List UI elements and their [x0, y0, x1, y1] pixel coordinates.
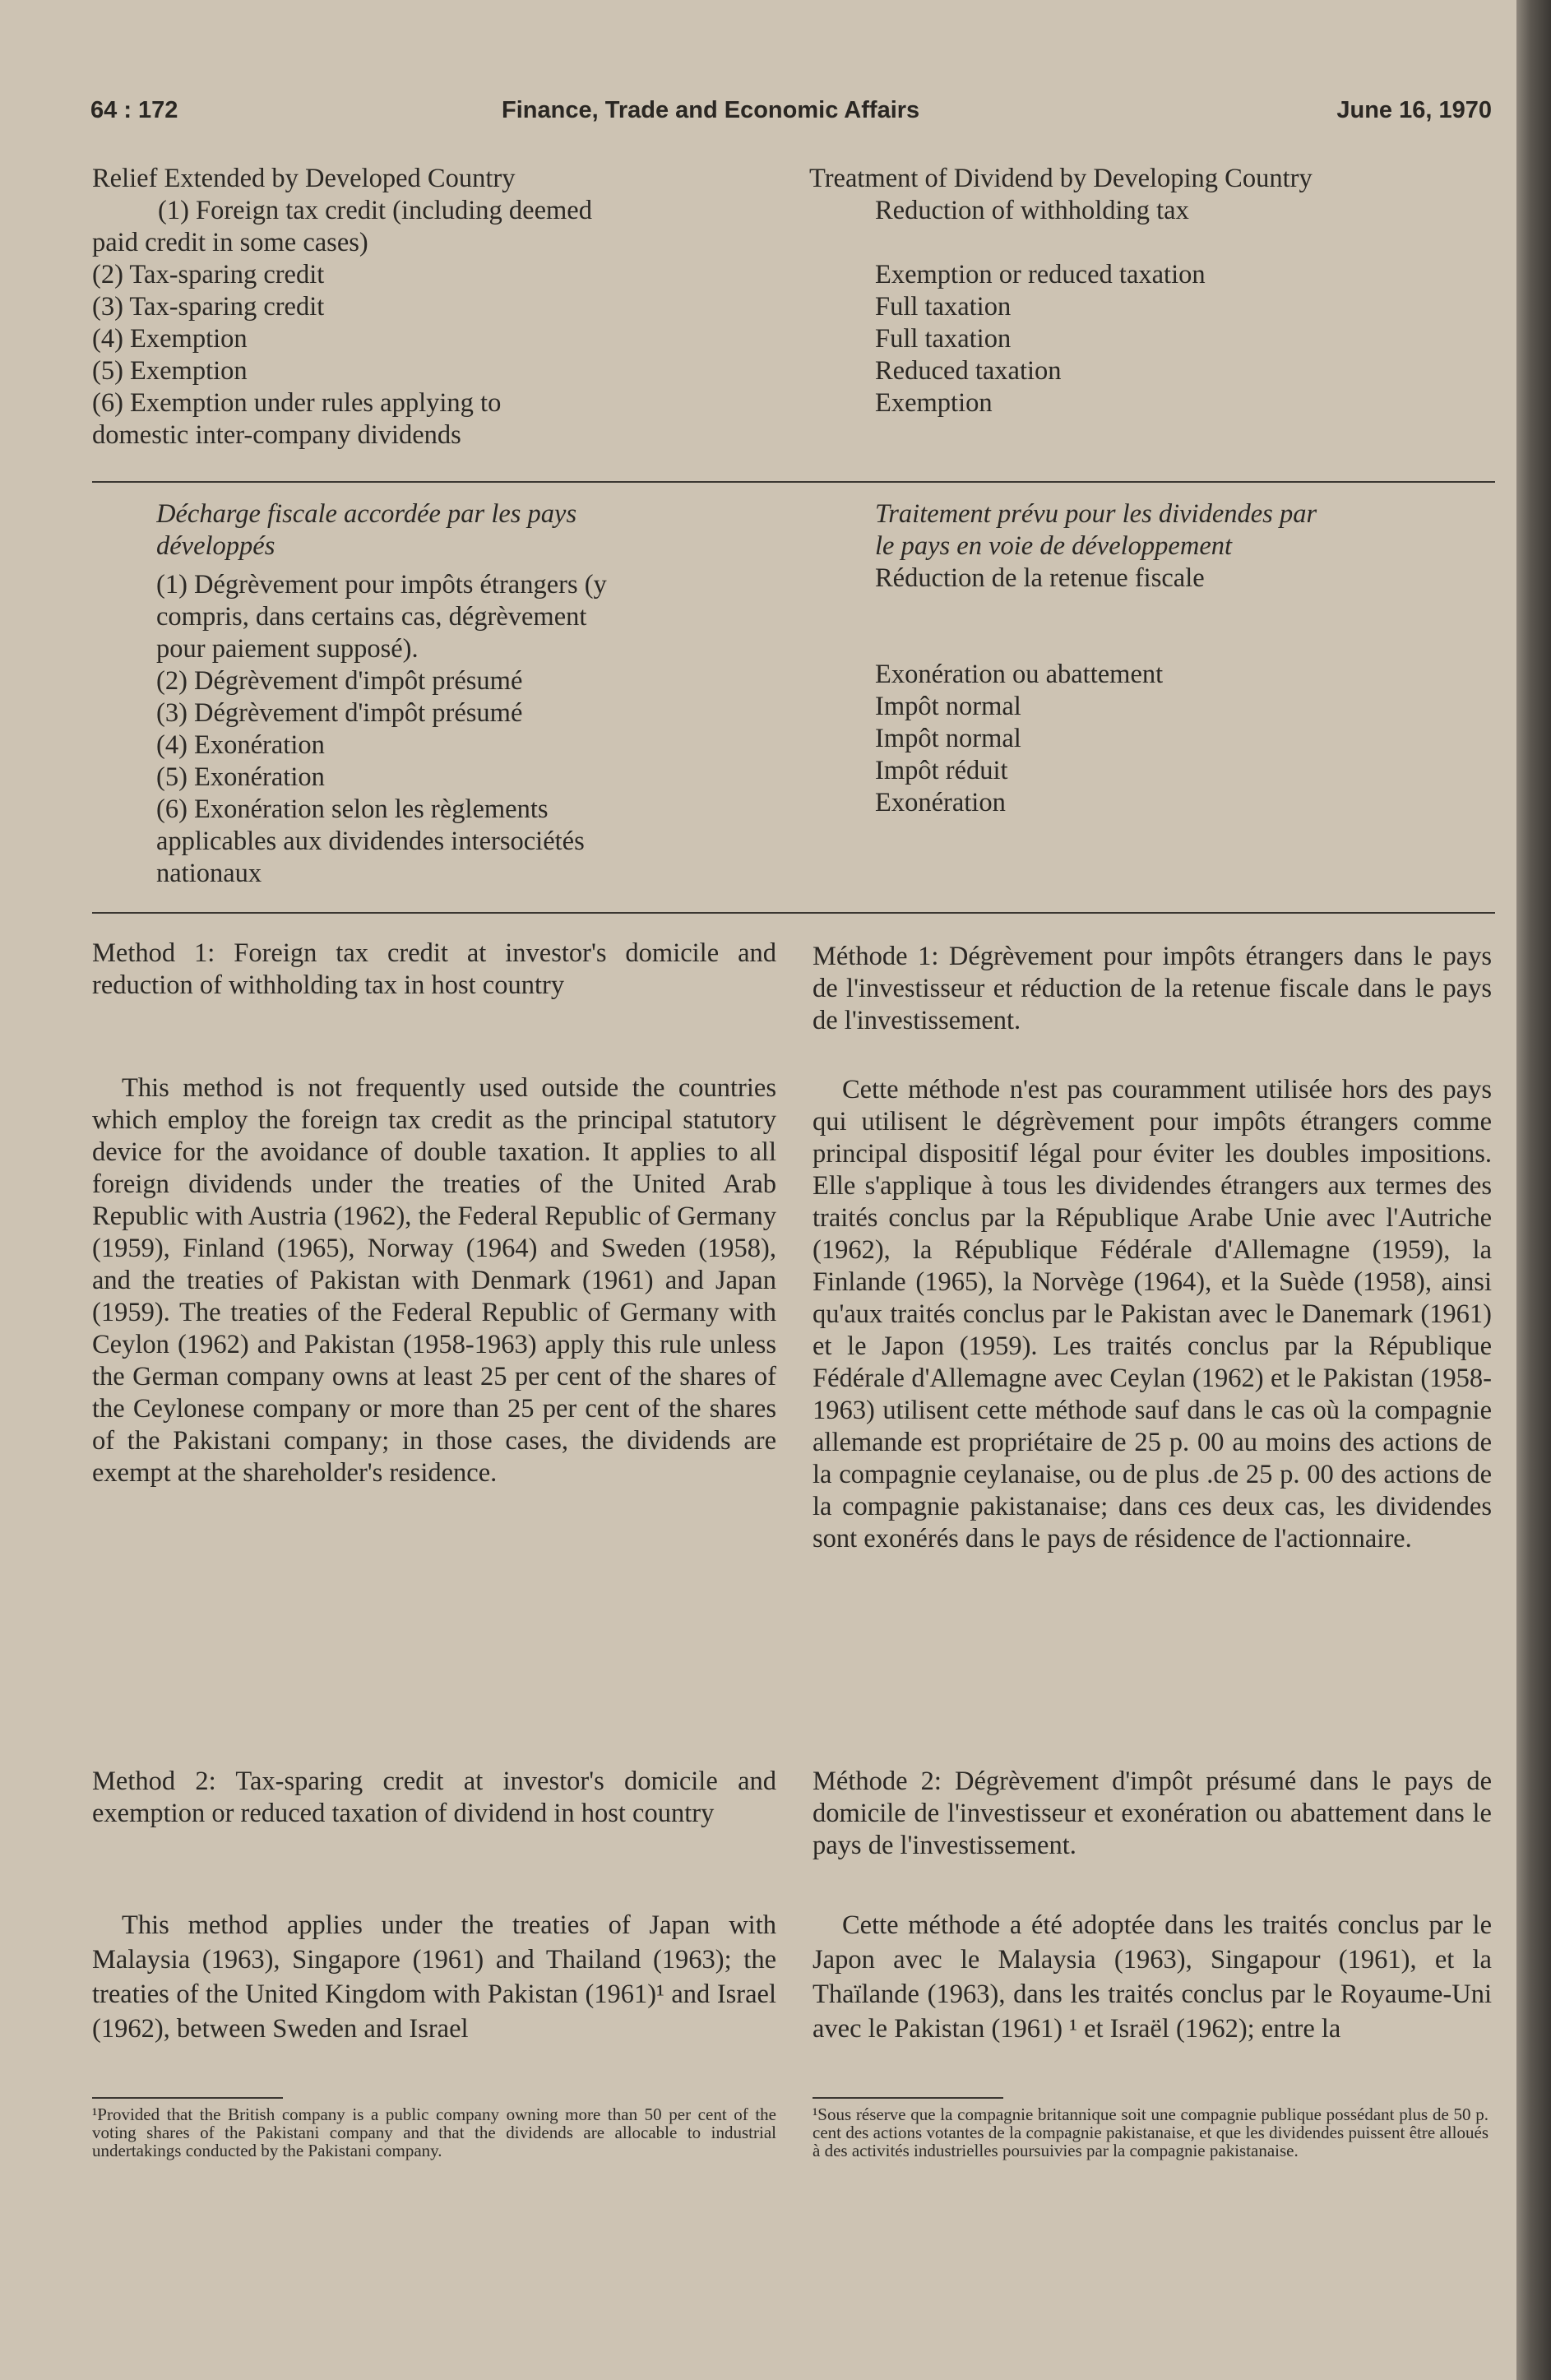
running-header [90, 90, 1492, 128]
footnote-fr: ¹Sous réserve que la compagnie britannique soit une compagnie publique possédant plus de 50 p. cent des actions votantes de la compagnie pakistanaise, et que les dividendes puissent être alloués à des activités industrielles poursuivies par la compagnie pakistanaise. [813, 2104, 1488, 2160]
table-en-right-item: Full taxation [875, 324, 1012, 354]
footnote-rule-en [92, 2097, 283, 2099]
table-en-right [809, 163, 1492, 419]
method1-en-heading: Method 1: Foreign tax credit at investor's domicile and reduction of withholding tax in host country [92, 938, 776, 1000]
table-fr-right-heading: le pays en voie de développement [875, 531, 1233, 561]
table-fr-left-item: compris, dans certains cas, dégrèvement [156, 602, 587, 632]
table-en-left [92, 163, 776, 451]
method2-en-heading: Method 2: Tax-sparing credit at investor's domicile and exemption or reduced taxation of dividend in host country [92, 1766, 776, 1828]
method2-fr-body: Cette méthode a été adoptée dans les traités conclus par le Japon avec le Malaysia (1963), Singapour (1961), et la Thaïlande (1963), dans les traités conclus par le Royaume-Uni avec le Pakistan (1961) ¹ et Israël (1962); entre la [813, 1910, 1492, 2044]
running-title: Finance, Trade and Economic Affairs [502, 97, 920, 123]
table-fr-left-item: nationaux [156, 859, 262, 888]
table-bottom-rule [92, 912, 1495, 914]
table-fr-left-item: pour paiement supposé). [156, 634, 419, 664]
table-en-left-item: (5) Exemption [92, 356, 248, 386]
method1-en-body: This method is not frequently used outside the countries which employ the foreign tax credit as the principal statutory device for the avoidance of double taxation. It applies to all foreign dividends under the treaties of the United Arab Republic with Austria (1962), the Federal Republic of Germany (1959), Finland (1965), Norway (1964) and Sweden (1958), and the treaties of Pakistan with Denmark (1961) and Japan (1959). The treaties of the Federal Republic of Germany with Ceylon (1962) and Pakistan (1958-1963) apply this rule unless the German company owns at least 25 per cent of the shares of the Ceylonese company or more than 25 per cent of the shares of the Pakistani company; in those cases, the dividends are exempt at the shareholder's residence. [92, 1073, 776, 1488]
table-en-right-item: Exemption or reduced taxation [875, 260, 1206, 289]
table-en-left-item: (2) Tax-sparing credit [92, 260, 325, 289]
table-en-left-item: (4) Exemption [92, 324, 248, 354]
table-en-right-item: Full taxation [875, 292, 1012, 322]
table-fr-right-item: Impôt normal [875, 724, 1021, 753]
table-fr-left-item: (3) Dégrèvement d'impôt présumé [156, 698, 523, 728]
table-fr-left-item: (6) Exonération selon les règlements [156, 794, 549, 824]
method2-fr-heading: Méthode 2: Dégrèvement d'impôt présumé dans le pays de domicile de l'investisseur et exonération ou abattement dans le pays de l'investissement. [813, 1766, 1492, 1860]
table-en-left-item: (3) Tax-sparing credit [92, 292, 325, 322]
table-en-left-item: paid credit in some cases) [92, 228, 368, 257]
table-en-left-heading: Relief Extended by Developed Country [92, 164, 516, 193]
table-fr-right-item: Exonération ou abattement [875, 660, 1164, 689]
table-divider [92, 481, 1495, 483]
footnote-en: ¹Provided that the British company is a public company owning more than 50 per cent of the voting shares of the Pakistani company and that the dividends are allocable to industrial undertakings conducted by the Pakistani company. [92, 2104, 776, 2160]
method1-fr-heading: Méthode 1: Dégrèvement pour impôts étrangers dans le pays de l'investisseur et réduction de la retenue fiscale dans le pays de l'investissement. [813, 942, 1492, 1035]
method2-en-body: This method applies under the treaties of Japan with Malaysia (1963), Singapore (1961) and Thailand (1963); the treaties of the United Kingdom with Pakistan (1961)¹ and Israel (1962), between Sweden and Israel [92, 1910, 776, 2044]
table-fr-left-heading: Décharge fiscale accordée par les pays [156, 499, 577, 529]
table-fr-right-item: Impôt normal [875, 692, 1021, 721]
table-en-right-item: Reduction of withholding tax [875, 196, 1189, 225]
header-date: June 16, 1970 [1336, 97, 1492, 123]
table-fr-left-item: (4) Exonération [156, 730, 325, 760]
book-spine-edge [1516, 0, 1551, 2380]
table-en-left-item: (1) Foreign tax credit (including deemed [158, 196, 592, 225]
table-fr-right-item [875, 595, 1500, 627]
table-fr-left-heading: développés [156, 531, 275, 561]
table-fr-left-item: (1) Dégrèvement pour impôts étrangers (y [156, 570, 607, 600]
table-en-right-item [813, 227, 1492, 259]
table-fr-right-item: Exonération [875, 788, 1006, 817]
page-number: 64 : 172 [90, 97, 178, 123]
table-fr-right-item: Réduction de la retenue fiscale [875, 563, 1205, 593]
table-fr-right-heading: Traitement prévu pour les dividendes par [875, 499, 1317, 529]
table-en-right-heading: Treatment of Dividend by Developing Country [809, 164, 1313, 193]
table-fr-right-item [875, 627, 1500, 659]
table-fr-left-item: (2) Dégrèvement d'impôt présumé [156, 666, 523, 696]
table-fr-right-item: Impôt réduit [875, 756, 1008, 785]
table-fr-right [875, 498, 1500, 819]
table-fr-left [92, 498, 776, 890]
table-fr-left-item: applicables aux dividendes intersociétés [156, 827, 585, 856]
table-en-left-item: (6) Exemption under rules applying to [92, 388, 502, 418]
table-en-right-item: Reduced taxation [875, 356, 1062, 386]
footnote-rule-fr [813, 2097, 1003, 2099]
table-fr-left-item: (5) Exonération [156, 762, 325, 792]
table-en-left-item: domestic inter-company dividends [92, 420, 461, 450]
table-en-right-item: Exemption [875, 388, 993, 418]
method1-fr-body: Cette méthode n'est pas couramment utilisée hors des pays qui utilisent le dégrèvement pour impôts étrangers comme principal dispositif légal pour éviter les doubles impositions. Elle s'applique à tous les dividendes étrangers aux termes des traités conclus par la République Arabe Unie avec l'Autriche (1962), la République Fédérale d'Allemagne (1959), la Finlande (1965), la Norvège (1964), et la Suède (1958), ainsi qu'aux traités conclus par le Pakistan avec le Danemark (1961) et le Japon (1959). Les traités conclus par la République Fédérale d'Allemagne avec Ceylan (1962) et le Pakistan (1958-1963) utilisent cette méthode sauf dans le cas où la compagnie allemande est propriétaire de 25 p. 00 au moins des actions de la compagnie ceylanaise, ou de plus .de 25 p. 00 des actions de la compagnie pakistanaise; dans ces deux cas, les dividendes sont exonérés dans le pays de résidence de l'actionnaire. [813, 1075, 1492, 1553]
